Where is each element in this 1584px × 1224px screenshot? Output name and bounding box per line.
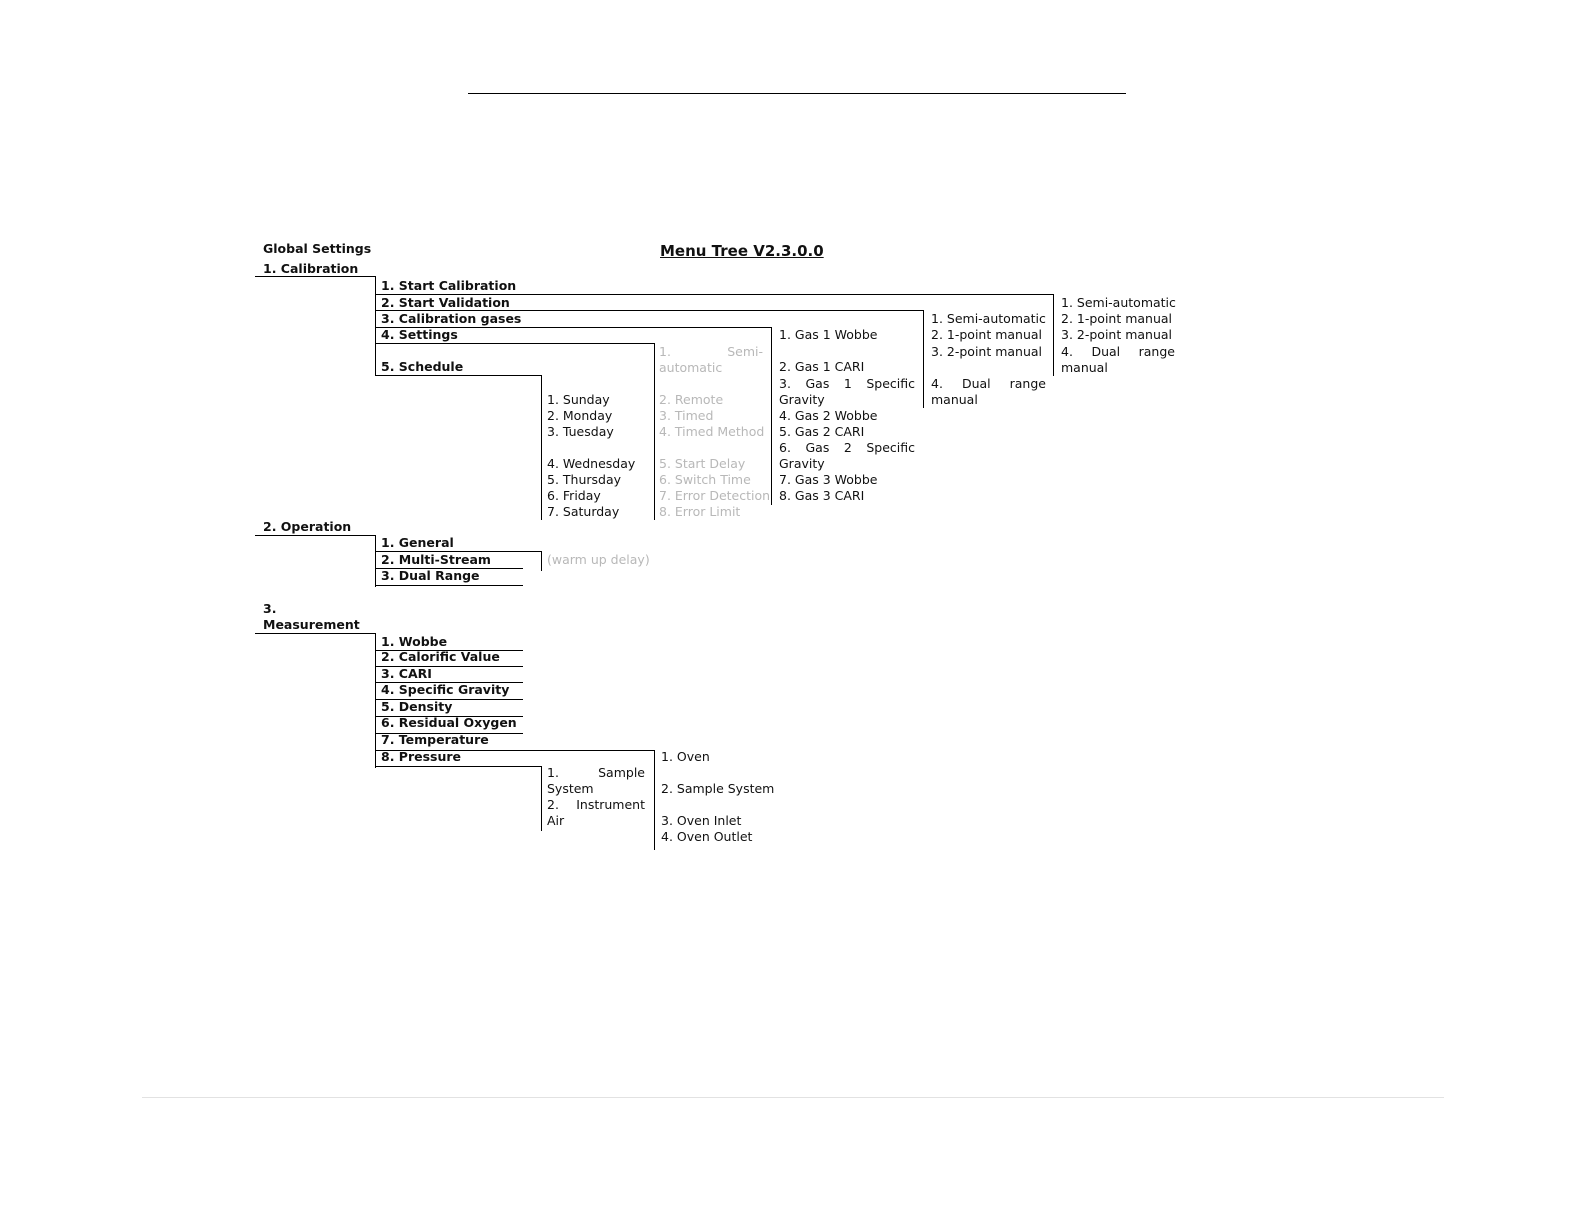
operation-connector <box>375 535 376 587</box>
pressure-sample-system: 1. Sample <box>547 765 645 780</box>
root-label: Global Settings <box>263 241 372 256</box>
pressure-line <box>375 766 541 767</box>
schedule: 5. Schedule <box>381 359 464 374</box>
calibration-gases-line <box>375 327 771 328</box>
diagram-title: Menu Tree V2.3.0.0 <box>660 242 824 260</box>
settings-option-semi-automatic-cont: automatic <box>659 360 723 375</box>
measurement-specific-gravity: 4. Specific Gravity <box>381 682 510 697</box>
settings-option-remote: 2. Remote <box>659 392 724 407</box>
pressure-instrument-air: 2. Instrument <box>547 797 645 812</box>
pressure-instrument-air-cont: Air <box>547 813 565 828</box>
gas-2-cari: 5. Gas 2 CARI <box>779 424 865 439</box>
settings: 4. Settings <box>381 327 458 342</box>
operation-multi-stream: 2. Multi-Stream <box>381 552 491 567</box>
settings-option-semi-automatic: 1. Semi- <box>659 344 763 359</box>
calibration-connector <box>375 276 376 376</box>
operation-general: 1. General <box>381 535 454 550</box>
gas-1-specific-gravity-cont: Gravity <box>779 392 825 407</box>
operation-dual-range: 3. Dual Range <box>381 568 480 583</box>
measurement-cari: 3. CARI <box>381 666 432 681</box>
measurement-connector <box>375 633 376 768</box>
day-friday: 6. Friday <box>547 488 601 503</box>
gases-connector <box>771 327 772 505</box>
calibration-mode-2-point: 3. 2-point manual <box>1061 327 1173 342</box>
settings-line <box>375 343 654 344</box>
settings-option-switch-time: 6. Switch Time <box>659 472 751 487</box>
measurement-calorific-value: 2. Calorific Value <box>381 649 500 664</box>
temperature-oven-inlet: 3. Oven Inlet <box>661 813 742 828</box>
measurement-density: 5. Density <box>381 699 453 714</box>
settings-option-timed: 3. Timed <box>659 408 714 423</box>
pressure-connector <box>541 766 542 831</box>
settings-option-error-limit: 8. Error Limit <box>659 504 741 519</box>
calibration-mode-dual-range-cont: manual <box>1061 360 1108 375</box>
temperature-connector <box>654 750 655 850</box>
header-rule <box>468 93 1126 94</box>
validation-mode-dual-range-cont: manual <box>931 392 978 407</box>
calibration-underline <box>255 276 375 277</box>
settings-connector <box>654 343 655 520</box>
validation-mode-dual-range: 4. Dual range <box>931 376 1046 391</box>
measurement-wobbe: 1. Wobbe <box>381 634 448 649</box>
gas-3-cari: 8. Gas 3 CARI <box>779 488 865 503</box>
day-wednesday: 4. Wednesday <box>547 456 636 471</box>
multi-stream-connector <box>541 551 542 571</box>
start-calibration-line <box>375 294 1053 295</box>
day-thursday: 5. Thursday <box>547 472 622 487</box>
measurement-temperature: 7. Temperature <box>381 732 489 747</box>
validation-modes-connector <box>923 310 924 408</box>
settings-option-start-delay: 5. Start Delay <box>659 456 746 471</box>
calibration-gases: 3. Calibration gases <box>381 311 522 326</box>
measurement-label: Measurement <box>263 617 360 632</box>
calibration-mode-dual-range: 4. Dual range <box>1061 344 1175 359</box>
start-validation: 2. Start Validation <box>381 295 510 310</box>
day-saturday: 7. Saturday <box>547 504 620 519</box>
operation-underline <box>255 535 375 536</box>
footer-rule <box>142 1097 1444 1098</box>
gas-2-specific-gravity: 6. Gas 2 Specific <box>779 440 915 455</box>
gas-1-wobbe: 1. Gas 1 Wobbe <box>779 327 878 342</box>
gas-2-specific-gravity-cont: Gravity <box>779 456 825 471</box>
gas-1-cari: 2. Gas 1 CARI <box>779 359 865 374</box>
settings-option-timed-method: 4. Timed Method <box>659 424 765 439</box>
measurement-underline <box>255 633 375 634</box>
day-sunday: 1. Sunday <box>547 392 610 407</box>
temperature-oven: 1. Oven <box>661 749 710 764</box>
gas-1-specific-gravity: 3. Gas 1 Specific <box>779 376 915 391</box>
operation-label: 2. Operation <box>263 519 352 534</box>
gas-3-wobbe: 7. Gas 3 Wobbe <box>779 472 878 487</box>
calibration-mode-semi-automatic: 1. Semi-automatic <box>1061 295 1176 310</box>
temperature-oven-outlet: 4. Oven Outlet <box>661 829 753 844</box>
day-monday: 2. Monday <box>547 408 613 423</box>
day-tuesday: 3. Tuesday <box>547 424 614 439</box>
calibration-modes-connector <box>1053 294 1054 376</box>
measurement-label-number: 3. <box>263 601 277 616</box>
validation-mode-2-point: 3. 2-point manual <box>931 344 1043 359</box>
pressure-sample-system-cont: System <box>547 781 594 796</box>
calibration-mode-1-point: 2. 1-point manual <box>1061 311 1173 326</box>
start-validation-line <box>375 310 923 311</box>
validation-mode-semi-automatic: 1. Semi-automatic <box>931 311 1046 326</box>
settings-option-error-detection: 7. Error Detection <box>659 488 771 503</box>
schedule-line <box>375 375 541 376</box>
measurement-residual-oxygen: 6. Residual Oxygen <box>381 715 517 730</box>
gas-2-wobbe: 4. Gas 2 Wobbe <box>779 408 878 423</box>
measurement-pressure: 8. Pressure <box>381 749 462 764</box>
validation-mode-1-point: 2. 1-point manual <box>931 327 1043 342</box>
warm-up-delay-note: (warm up delay) <box>547 552 650 567</box>
schedule-connector <box>541 375 542 520</box>
temperature-sample-system: 2. Sample System <box>661 781 775 796</box>
dual-range-underline <box>375 585 523 586</box>
start-calibration: 1. Start Calibration <box>381 278 517 293</box>
calibration-label: 1. Calibration <box>263 261 359 276</box>
